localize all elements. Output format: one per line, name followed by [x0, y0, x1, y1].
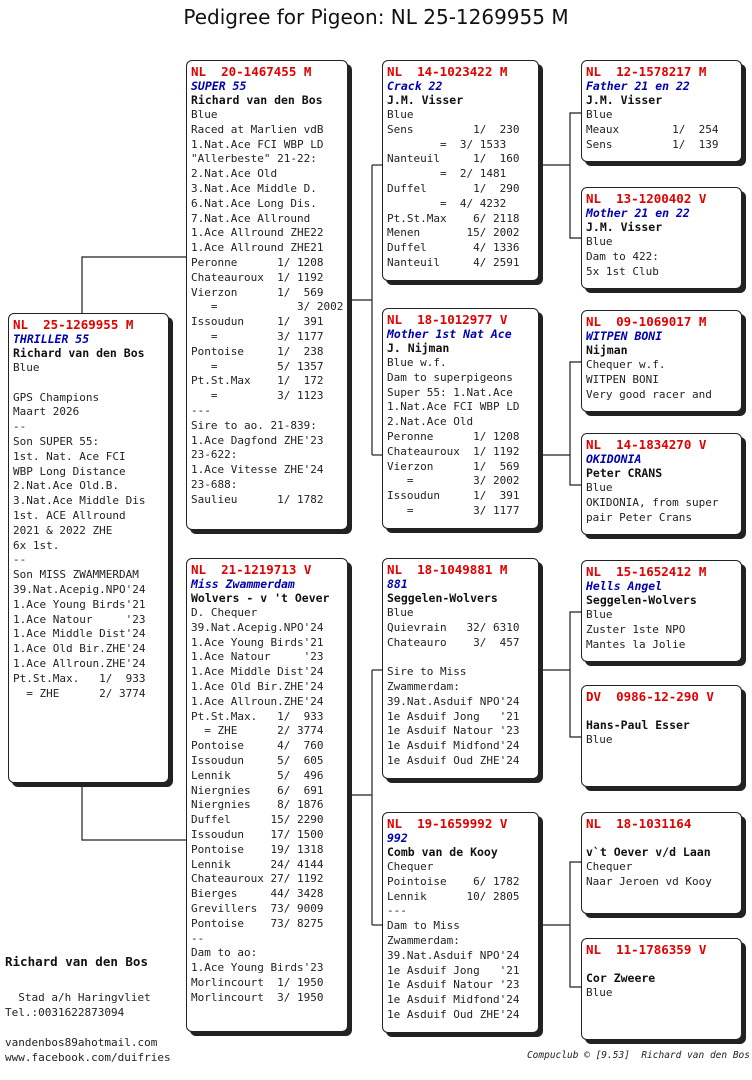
- info-line: Dam to Miss: [387, 919, 460, 933]
- info-line: Pontoise 4/ 760: [191, 739, 324, 753]
- info-line: Duffel 1/ 290: [387, 181, 520, 195]
- info-line: 1e Asduif Oud ZHE'24: [387, 753, 520, 767]
- info-line: --: [191, 931, 205, 945]
- info-line: Chateauroux 1/ 1192: [191, 270, 324, 284]
- breeder-contact-line: vandenbos89ahotmail.com: [5, 1036, 158, 1049]
- info-line: = 3/ 1533: [387, 137, 507, 151]
- ring-number: NL 21-1219713 V: [191, 562, 312, 577]
- pigeon-card-dam-sire-dam[interactable]: [581, 685, 742, 787]
- pigeon-card-sire-dam-dam[interactable]: [581, 433, 742, 535]
- info-line: Chateauroux 27/ 1192: [191, 872, 324, 886]
- info-line: 1e Asduif Midfond'24: [387, 739, 520, 753]
- info-line: 1e Asduif Oud ZHE'24: [387, 1007, 520, 1021]
- info-line: 1.Ace Allroun.ZHE'24: [191, 694, 324, 708]
- ring-number: NL 13-1200402 V: [586, 191, 707, 206]
- info-line: WITPEN BONI: [586, 372, 659, 386]
- info-line: 39.Nat.Asduif NPO'24: [387, 948, 520, 962]
- info-line: Dam to superpigeons: [387, 370, 513, 384]
- info-line: Blue: [586, 235, 613, 248]
- info-line: Saulieu 1/ 1782: [191, 492, 324, 506]
- pigeon-card-sire-dam[interactable]: [382, 308, 539, 529]
- info-line: = 3/ 2002: [191, 300, 344, 314]
- ring-number: NL 11-1786359 V: [586, 942, 707, 957]
- info-line: 1.Ace Middle Dist'24: [191, 665, 324, 679]
- info-line: = 5/ 1357: [191, 359, 324, 373]
- info-line: Sire to ao. 21-839:: [191, 418, 317, 432]
- info-line: Chequer w.f.: [586, 358, 666, 371]
- ring-number: NL 20-1467455 M: [191, 64, 312, 79]
- info-line: 39.Nat.Acepig.NPO'24: [191, 620, 324, 634]
- info-line: 1.Ace Old Bir.ZHE'24: [13, 642, 146, 656]
- pigeon-card-sire-sire[interactable]: [382, 60, 539, 281]
- info-line: 2.Nat.Ace Old.B.: [13, 479, 119, 493]
- pigeon-name: Hells Angel: [586, 579, 663, 593]
- breeder-name: Richard van den Bos: [5, 954, 148, 969]
- info-line: = 3/ 1177: [191, 329, 324, 343]
- info-line: Blue: [13, 361, 40, 374]
- info-line: = 2/ 1481: [387, 167, 507, 181]
- owner-name: Wolvers - v 't Oever: [191, 591, 330, 605]
- info-line: Son MISS ZWAMMERDAM: [13, 568, 139, 582]
- info-line: Blue w.f.: [387, 356, 447, 369]
- info-line: WBP Long Distance: [13, 464, 126, 478]
- info-line: 1.Ace Dagfond ZHE'23: [191, 433, 324, 447]
- info-line: 1e Asduif Jong '21: [387, 709, 520, 723]
- info-line: Blue: [586, 733, 613, 746]
- info-line: Issoudun 5/ 605: [191, 753, 324, 767]
- info-line: ---: [387, 904, 407, 918]
- pigeon-name: 992: [387, 831, 408, 845]
- info-line: Blue: [387, 606, 414, 619]
- info-line: Naar Jeroen vd Kooy: [586, 874, 712, 888]
- info-line: Blue: [586, 608, 613, 621]
- pigeon-card-dam-dam-dam[interactable]: [581, 938, 742, 1040]
- info-line: ---: [191, 403, 211, 417]
- owner-name: Peter CRANS: [586, 466, 663, 480]
- owner-name: Comb van de Kooy: [387, 845, 498, 859]
- owner-name: Nijman: [586, 343, 628, 357]
- info-line: Super 55: 1.Nat.Ace: [387, 385, 513, 399]
- pigeon-card-sire-sire-dam[interactable]: [581, 187, 742, 289]
- info-line: 3.Nat.Ace Middle D.: [191, 181, 317, 195]
- info-line: Pt.St.Max. 1/ 933: [13, 671, 146, 685]
- info-line: = 3/ 1177: [387, 503, 520, 517]
- info-line: Blue: [387, 108, 414, 121]
- pigeon-name-empty: [586, 831, 737, 845]
- info-line: Quievrain 32/ 6310: [387, 620, 520, 634]
- ring-number: DV 0986-12-290 V: [586, 689, 714, 704]
- info-line: pair Peter Crans: [586, 510, 692, 524]
- ring-number: NL 09-1069017 M: [586, 314, 707, 329]
- info-line: Grevillers 73/ 9009: [191, 901, 324, 915]
- ring-number: NL 14-1834270 V: [586, 437, 707, 452]
- info-line: 6.Nat.Ace Long Dis.: [191, 196, 317, 210]
- pigeon-card-sire-dam-sire[interactable]: [581, 310, 742, 412]
- info-line: 1st. ACE Allround: [13, 508, 126, 522]
- info-line: Pontoise 19/ 1318: [191, 842, 324, 856]
- info-line: Pontoise 73/ 8275: [191, 916, 324, 930]
- info-line: 2.Nat.Ace Old: [191, 167, 278, 181]
- ring-number: NL 12-1578217 M: [586, 64, 707, 79]
- info-line: Maart 2026: [13, 405, 80, 419]
- info-line: D. Chequer: [191, 606, 258, 619]
- info-line: 1e Asduif Jong '21: [387, 963, 520, 977]
- info-line: 1.Nat.Ace FCI WBP LD: [191, 137, 324, 151]
- ring-number: NL 14-1023422 M: [387, 64, 508, 79]
- info-line: Pt.St.Max. 1/ 933: [191, 709, 324, 723]
- info-line: Morlincourt 1/ 1950: [191, 975, 324, 989]
- ring-number: NL 25-1269955 M: [13, 317, 134, 332]
- pigeon-name: OKIDONIA: [586, 452, 642, 466]
- breeder-contact: [5, 990, 171, 1065]
- info-line: 1e Asduif Natour '23: [387, 724, 520, 738]
- info-line: Mantes la Jolie: [586, 637, 686, 651]
- pigeon-card-dam-dam[interactable]: [382, 812, 539, 1033]
- owner-name: J.M. Visser: [586, 220, 663, 234]
- pigeon-name: Father 21 en 22: [586, 79, 690, 93]
- owner-name: Hans-Paul Esser: [586, 718, 690, 732]
- pigeon-name: THRILLER 55: [13, 332, 90, 346]
- info-line: Duffel 15/ 2290: [191, 813, 324, 827]
- breeder-contact-line: www.facebook.com/duifries: [5, 1051, 171, 1064]
- info-line: = 3/ 1123: [191, 389, 324, 403]
- ring-number: NL 18-1049881 M: [387, 562, 508, 577]
- info-line: 1.Ace Young Birds'23: [191, 961, 324, 975]
- info-line: Blue: [586, 481, 613, 494]
- info-line: Blue: [586, 986, 613, 999]
- pigeon-name: Crack 22: [387, 79, 443, 93]
- info-line: 7.Nat.Ace Allround: [191, 211, 311, 225]
- pigeon-name: Mother 21 en 22: [586, 206, 690, 220]
- pigeon-card-dam-dam-sire[interactable]: [581, 812, 742, 914]
- info-line: Niergnies 6/ 691: [191, 783, 324, 797]
- info-line: 1.Ace Young Birds'21: [191, 635, 324, 649]
- owner-name: Richard van den Bos: [191, 93, 323, 107]
- breeder-contact-line: Stad a/h Haringvliet: [5, 991, 151, 1004]
- info-line: = ZHE 2/ 3774: [191, 724, 324, 738]
- info-line: 3.Nat.Ace Middle Dis: [13, 494, 146, 508]
- info-line: 1.Nat.Ace FCI WBP LD: [387, 400, 520, 414]
- pigeon-card-sire[interactable]: [186, 60, 348, 530]
- info-line: Issoudun 1/ 391: [387, 489, 520, 503]
- page-title: Pedigree for Pigeon: NL 25-1269955 M: [183, 5, 569, 29]
- info-line: 1.Ace Allround ZHE21: [191, 241, 324, 255]
- info-line: Pt.St.Max 1/ 172: [191, 374, 324, 388]
- pigeon-name: Mother 1st Nat Ace: [387, 327, 512, 341]
- info-line: --: [13, 420, 27, 434]
- pigeon-card-dam-sire[interactable]: [382, 558, 539, 779]
- pigeon-name: 881: [387, 577, 408, 591]
- info-line: Vierzon 1/ 569: [387, 459, 520, 473]
- pigeon-card-dam-sire-sire[interactable]: [581, 560, 742, 662]
- info-line: GPS Champions: [13, 390, 100, 404]
- owner-name: Seggelen-Wolvers: [586, 593, 697, 607]
- info-line: Raced at Marlien vdB: [191, 122, 324, 136]
- info-line: 6x 1st.: [13, 538, 60, 552]
- info-line: 1st. Nat. Ace FCI: [13, 449, 126, 463]
- info-line: Duffel 4/ 1336: [387, 241, 520, 255]
- info-line: Zuster 1ste NPO: [586, 622, 686, 636]
- info-line: 2.Nat.Ace Old: [387, 415, 474, 429]
- info-line: 2021 & 2022 ZHE: [13, 523, 113, 537]
- owner-name: v`t Oever v/d Laan: [586, 845, 711, 859]
- owner-name: J. Nijman: [387, 341, 450, 355]
- owner-name: Seggelen-Wolvers: [387, 591, 498, 605]
- info-line: = 3/ 2002: [387, 474, 520, 488]
- info-line: Chequer: [586, 860, 633, 873]
- pigeon-name: Miss Zwammerdam: [191, 577, 295, 591]
- info-line: Blue: [191, 108, 218, 121]
- info-line: Son SUPER 55:: [13, 434, 100, 448]
- info-line: Peronne 1/ 1208: [387, 429, 520, 443]
- info-line: Nanteuil 4/ 2591: [387, 255, 520, 269]
- info-line: = ZHE 2/ 3774: [13, 686, 146, 700]
- info-line: 1.Ace Vitesse ZHE'24: [191, 463, 324, 477]
- info-line: 39.Nat.Acepig.NPO'24: [13, 582, 146, 596]
- info-line: [13, 376, 164, 391]
- info-line: 23-622:: [191, 448, 238, 462]
- info-line: OKIDONIA, from super: [586, 495, 719, 509]
- breeder-contact-line: Tel.:0031622873094: [5, 1006, 125, 1019]
- info-line: Issoudun 17/ 1500: [191, 827, 324, 841]
- info-line: Niergnies 8/ 1876: [191, 798, 324, 812]
- ring-number: NL 15-1652412 M: [586, 564, 707, 579]
- info-line: Lennik 5/ 496: [191, 768, 324, 782]
- info-line: Nanteuil 1/ 160: [387, 152, 520, 166]
- info-line: Bierges 44/ 3428: [191, 887, 324, 901]
- ring-number: NL 19-1659992 V: [387, 816, 508, 831]
- info-line: Zwammerdam:: [387, 933, 460, 947]
- info-line: 39.Nat.Asduif NPO'24: [387, 694, 520, 708]
- info-line: 1.Ace Young Birds'21: [13, 597, 146, 611]
- info-line: Chequer: [387, 860, 434, 873]
- info-line: Issoudun 1/ 391: [191, 315, 324, 329]
- info-line: 23-688:: [191, 477, 238, 491]
- info-line: Dam to 422:: [586, 249, 659, 263]
- info-line: Lennik 24/ 4144: [191, 857, 324, 871]
- info-line: Morlincourt 3/ 1950: [191, 990, 324, 1004]
- owner-name: Cor Zweere: [586, 971, 656, 985]
- pigeon-name: SUPER 55: [191, 79, 247, 93]
- pigeon-name-empty: [586, 957, 737, 971]
- info-line: Pt.St.Max 6/ 2118: [387, 211, 520, 225]
- info-line: Menen 15/ 2002: [387, 226, 520, 240]
- info-line: Chateauroux 1/ 1192: [387, 444, 520, 458]
- info-line: Very good racer and: [586, 387, 712, 401]
- info-line: 5x 1st Club: [586, 264, 659, 278]
- info-line: Blue: [586, 108, 613, 121]
- info-line: = 4/ 4232: [387, 196, 507, 210]
- info-line: Sens 1/ 230: [387, 122, 520, 136]
- info-line: Zwammerdam:: [387, 679, 460, 693]
- info-line: Peronne 1/ 1208: [191, 255, 324, 269]
- info-line: 1.Ace Natour '23: [13, 612, 146, 626]
- info-line: Pontoise 1/ 238: [191, 344, 324, 358]
- info-line: 1e Asduif Natour '23: [387, 978, 520, 992]
- info-line: [387, 650, 534, 665]
- owner-name: J.M. Visser: [387, 93, 464, 107]
- info-line: 1.Ace Allround ZHE22: [191, 226, 324, 240]
- pigeon-card-sire-sire-sire[interactable]: [581, 60, 742, 162]
- info-line: Vierzon 1/ 569: [191, 285, 324, 299]
- info-line: Sens 1/ 139: [586, 137, 719, 151]
- info-line: 1.Ace Middle Dist'24: [13, 627, 146, 641]
- info-line: 1.Ace Natour '23: [191, 650, 324, 664]
- info-line: Lennik 10/ 2805: [387, 889, 520, 903]
- info-line: Meaux 1/ 254: [586, 122, 719, 136]
- owner-name: J.M. Visser: [586, 93, 663, 107]
- info-line: Sire to Miss: [387, 665, 467, 679]
- breeder-contact-line: [5, 1020, 171, 1035]
- ring-number: NL 18-1012977 V: [387, 312, 508, 327]
- info-line: 1e Asduif Midfond'24: [387, 993, 520, 1007]
- software-credit: Compuclub © [9.53] Richard van den Bos: [526, 1050, 750, 1061]
- pigeon-name: WITPEN BONI: [586, 329, 663, 343]
- info-line: Dam to ao:: [191, 946, 258, 960]
- pigeon-card-main[interactable]: [8, 313, 169, 783]
- info-line: --: [13, 553, 27, 567]
- pigeon-card-dam[interactable]: [186, 558, 348, 1032]
- info-line: 1.Ace Allroun.ZHE'24: [13, 656, 146, 670]
- info-line: Chateauro 3/ 457: [387, 635, 520, 649]
- ring-number: NL 18-1031164: [586, 816, 692, 831]
- pigeon-name-empty: [586, 704, 737, 718]
- info-line: Pointoise 6/ 1782: [387, 874, 520, 888]
- info-line: 1.Ace Old Bir.ZHE'24: [191, 679, 324, 693]
- info-line: "Allerbeste" 21-22:: [191, 152, 317, 166]
- owner-name: Richard van den Bos: [13, 346, 145, 360]
